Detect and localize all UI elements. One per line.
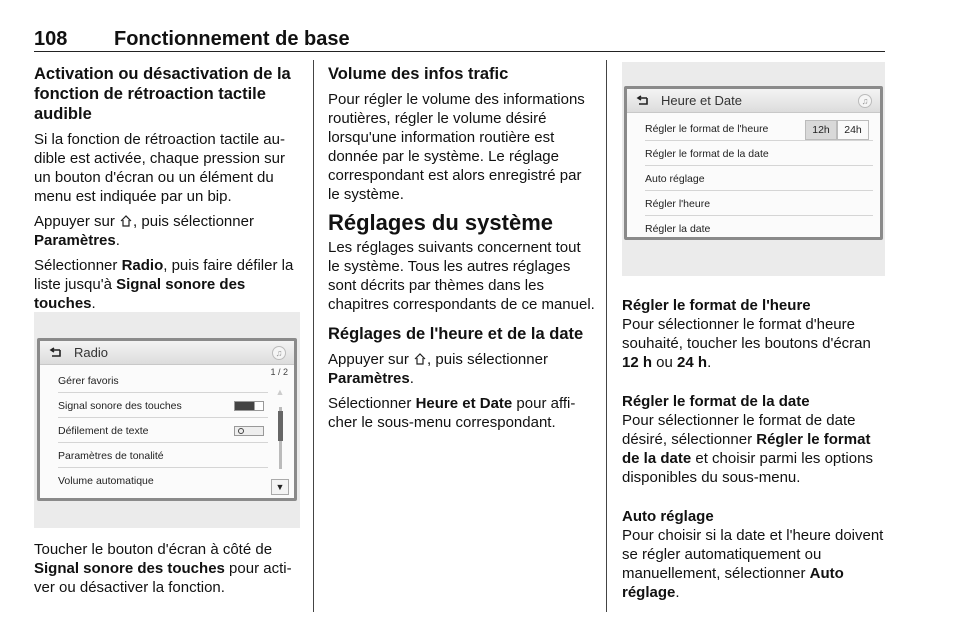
menu-item-regler-heure[interactable]: Régler l'heure [645, 192, 873, 216]
screen-header [627, 89, 880, 113]
sub-heading: Régler le format de la date [622, 393, 810, 410]
screen-title: Radio [74, 345, 108, 360]
scrollbar[interactable] [270, 371, 290, 497]
radio-screenshot [34, 312, 300, 528]
paragraph: Pour choisir si la date et l'heure doivent se régler automatiquement ou manuellement, sélectionner Auto réglage. [622, 527, 884, 601]
back-icon[interactable] [635, 95, 649, 107]
back-icon[interactable] [48, 347, 62, 359]
paragraph: Sélectionner Radio, puis faire défiler la liste jusqu'à Signal sonore des touches. [34, 257, 294, 312]
column-divider [313, 60, 314, 612]
column-3 [622, 296, 888, 608]
button-24h[interactable]: 24h [837, 120, 869, 140]
screen-header [40, 341, 294, 365]
toggle-switch[interactable] [234, 426, 264, 436]
music-note-icon[interactable]: ♫ [272, 346, 286, 360]
time-date-screen [624, 86, 883, 240]
section-heading: Réglages de l'heure et de la date [328, 325, 584, 343]
menu-item-tonalite[interactable]: Paramètres de tonalité [58, 444, 268, 468]
paragraph: Les réglages suivants concernent tout le système. Tous les autres réglages sont décrits par thèmes dans les chapitres correspondants de ce manuel. [328, 239, 595, 313]
paragraph: Appuyer sur , puis sélectionner Paramètres. [34, 213, 254, 249]
scroll-down-icon[interactable]: ▼ [271, 479, 289, 495]
column-divider [606, 60, 607, 612]
menu-item-signal-sonore[interactable]: Signal sonore des touches [58, 394, 268, 418]
time-format-buttons [805, 120, 869, 140]
sub-heading: Auto réglage [622, 508, 714, 525]
paragraph: Pour sélectionner le format d'heure souhaité, toucher les boutons d'écran 12 h ou 24 h. [622, 316, 871, 371]
menu-item-format-date[interactable]: Régler le format de la date [645, 142, 873, 166]
paragraph: Si la fonction de rétroaction tactile audible est activée, chaque pression sur un bouton d'écran ou un élément du menu est indiquée par un bip. [34, 131, 285, 205]
music-note-icon[interactable]: ♫ [858, 94, 872, 108]
page-title: Fonctionnement de base [114, 28, 350, 50]
home-icon [119, 214, 133, 228]
radio-screen [37, 338, 297, 501]
menu-item-regler-date[interactable]: Régler la date [645, 223, 711, 235]
menu-item-defilement[interactable]: Défilement de texte [58, 419, 268, 443]
sub-heading: Régler le format de l'heure [622, 297, 811, 314]
paragraph: Pour régler le volume des informations routières, régler le volume désiré lorsqu'une information routière est donnée par le système. Le réglage correspondant est alors enregistré par le système. [328, 91, 585, 203]
column-1 [34, 64, 300, 319]
paragraph: Appuyer sur , puis sélectionner Paramètres. [328, 351, 548, 387]
time-date-screenshot [622, 62, 885, 276]
menu-item-gerer-favoris[interactable]: Gérer favoris [58, 369, 268, 393]
header-rule [34, 51, 885, 52]
scroll-up-icon[interactable]: ▲ [275, 387, 285, 397]
toggle-switch[interactable] [234, 401, 264, 411]
home-icon [413, 352, 427, 366]
paragraph: Pour sélectionner le format de date désiré, sélectionner Régler le format de la date et choisir parmi les options disponibles du sous-menu. [622, 412, 873, 486]
menu-item-format-heure[interactable]: Régler le format de l'heure 12h 24h [645, 117, 873, 141]
paragraph: Toucher le bouton d'écran à côté de Signal sonore des touches pour activer ou désactiver la fonction. [34, 541, 292, 596]
section-heading: Activation ou désactivation de la fonction de rétroaction tactile audible [34, 65, 291, 123]
menu-item-auto-reglage[interactable]: Auto réglage [645, 167, 873, 191]
page-header [34, 28, 885, 52]
section-heading: Volume des infos trafic [328, 65, 509, 83]
page-indicator: 1 / 2 [270, 367, 288, 377]
button-12h[interactable]: 12h [805, 120, 837, 140]
page-number: 108 [34, 28, 68, 50]
section-heading: Réglages du système [328, 210, 553, 235]
column-1-bottom [34, 540, 300, 603]
column-2 [328, 64, 596, 438]
scroll-thumb[interactable] [278, 411, 283, 441]
paragraph: Sélectionner Heure et Date pour afficher le sous-menu correspondant. [328, 395, 576, 431]
menu-item-volume-auto[interactable]: Volume automatique [58, 475, 154, 487]
screen-title: Heure et Date [661, 93, 742, 108]
